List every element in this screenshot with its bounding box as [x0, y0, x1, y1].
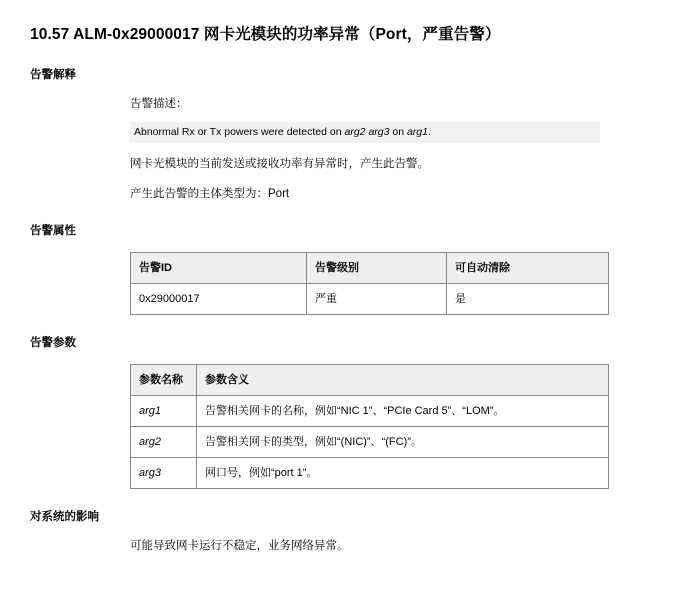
- cell-parameter-meaning: 告警相关网卡的名称，例如“NIC 1”、“PCIe Card 5”、“LOM”。: [197, 396, 609, 427]
- table-header-row: [131, 253, 609, 284]
- code-after: .: [427, 126, 431, 138]
- code-arg1: arg1: [406, 126, 428, 138]
- cell-alarm-severity: 严重: [307, 284, 447, 315]
- cell-alarm-id: 0x29000017: [131, 284, 307, 315]
- alarm-description-text: [130, 122, 600, 143]
- column-header-alarm-id: 告警ID: [131, 253, 307, 284]
- column-header-alarm-severity: 告警级别: [307, 253, 447, 284]
- cell-parameter-name: arg2: [131, 427, 197, 458]
- table-row: [131, 458, 609, 489]
- table-row: [131, 284, 609, 315]
- cell-parameter-meaning: 网口号，例如“port 1”。: [197, 458, 609, 489]
- column-header-parameter-meaning: 参数含义: [197, 365, 609, 396]
- explanation-body: [130, 96, 646, 203]
- cell-parameter-meaning: 告警相关网卡的类型，例如“(NIC)”、“(FC)”。: [197, 427, 609, 458]
- section-heading-explanation: 告警解释: [30, 69, 76, 81]
- alarm-description-label: 告警描述：: [130, 98, 188, 110]
- alarm-parameters-table: [130, 364, 609, 489]
- column-header-parameter-name: 参数名称: [131, 365, 197, 396]
- page-title: 10.57 ALM-0x29000017 网卡光模块的功率异常（Port，严重告警）: [30, 26, 501, 43]
- code-arg3: arg3: [368, 126, 390, 138]
- cell-auto-clear: 是: [447, 284, 609, 315]
- column-header-auto-clear: 可自动清除: [447, 253, 609, 284]
- code-before: Abnormal Rx or Tx powers were detected on: [134, 126, 345, 138]
- impact-paragraph: 可能导致网卡运行不稳定，业务网络异常。: [130, 540, 349, 552]
- cell-parameter-name: arg1: [131, 396, 197, 427]
- section-heading-impact: 对系统的影响: [30, 511, 99, 523]
- table-row: [131, 427, 609, 458]
- explanation-paragraph-1: 网卡光模块的当前发送或接收功率有异常时，产生此告警。: [130, 158, 429, 170]
- section-heading-attributes: 告警属性: [30, 225, 76, 237]
- alarm-attributes-table: [130, 252, 609, 315]
- explanation-paragraph-2: 产生此告警的主体类型为：Port: [130, 188, 290, 200]
- code-arg2: arg2: [344, 126, 366, 138]
- table-header-row: [131, 365, 609, 396]
- section-heading-parameters: 告警参数: [30, 337, 76, 349]
- code-on: on: [389, 126, 407, 138]
- cell-parameter-name: arg3: [131, 458, 197, 489]
- table-row: [131, 396, 609, 427]
